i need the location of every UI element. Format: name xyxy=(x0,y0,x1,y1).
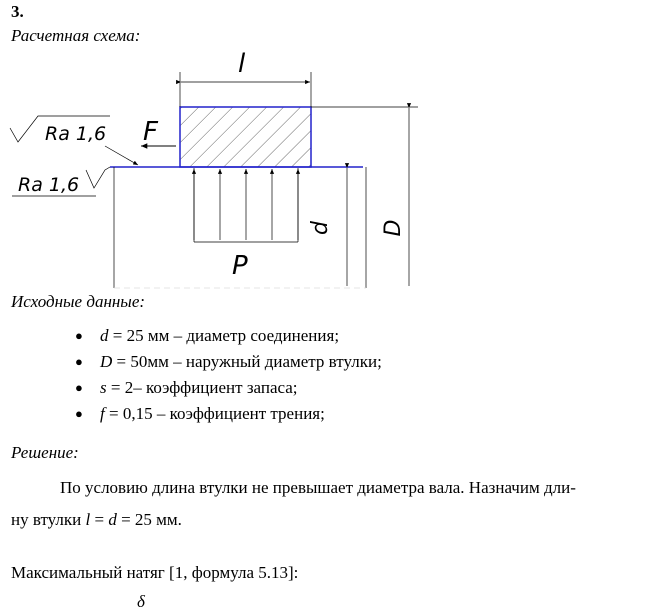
solution-heading: Решение: xyxy=(11,443,79,462)
roughness-label-1: Ra 1,6 xyxy=(45,123,107,145)
formula-delta-symbol: δ xyxy=(137,592,145,611)
scheme-heading: Расчетная схема: xyxy=(11,26,141,45)
roughness-symbol-2 xyxy=(86,167,110,188)
force-label: F xyxy=(143,117,158,147)
design-scheme-drawing xyxy=(0,40,430,292)
list-item: ● f = 0,15 – коэффициент трения; xyxy=(75,404,325,423)
length-label: l xyxy=(238,49,246,79)
outer-diameter-label: D xyxy=(381,219,406,237)
task-number: 3. xyxy=(11,2,24,21)
list-item: ● d = 25 мм – диаметр соединения; xyxy=(75,326,340,345)
solution-paragraph-line2: ну втулки l = d = 25 мм. xyxy=(11,510,182,529)
shaft-diameter-label: d xyxy=(308,221,333,235)
max-interference-line: Максимальный натяг [1, формула 5.13]: xyxy=(11,563,299,582)
solution-paragraph-line1: По условию длина втулки не превышает диаметра вала. Назначим дли- xyxy=(60,478,576,497)
pressure-label: P xyxy=(232,251,248,281)
list-item: ● s = 2– коэффициент запаса; xyxy=(75,378,298,397)
roughness-label-2: Ra 1,6 xyxy=(18,174,80,196)
bushing-section xyxy=(180,107,311,167)
initial-data-heading: Исходные данные: xyxy=(11,292,146,311)
list-item: ● D = 50мм – наружный диаметр втулки; xyxy=(75,352,382,371)
initial-data-list xyxy=(75,323,382,427)
